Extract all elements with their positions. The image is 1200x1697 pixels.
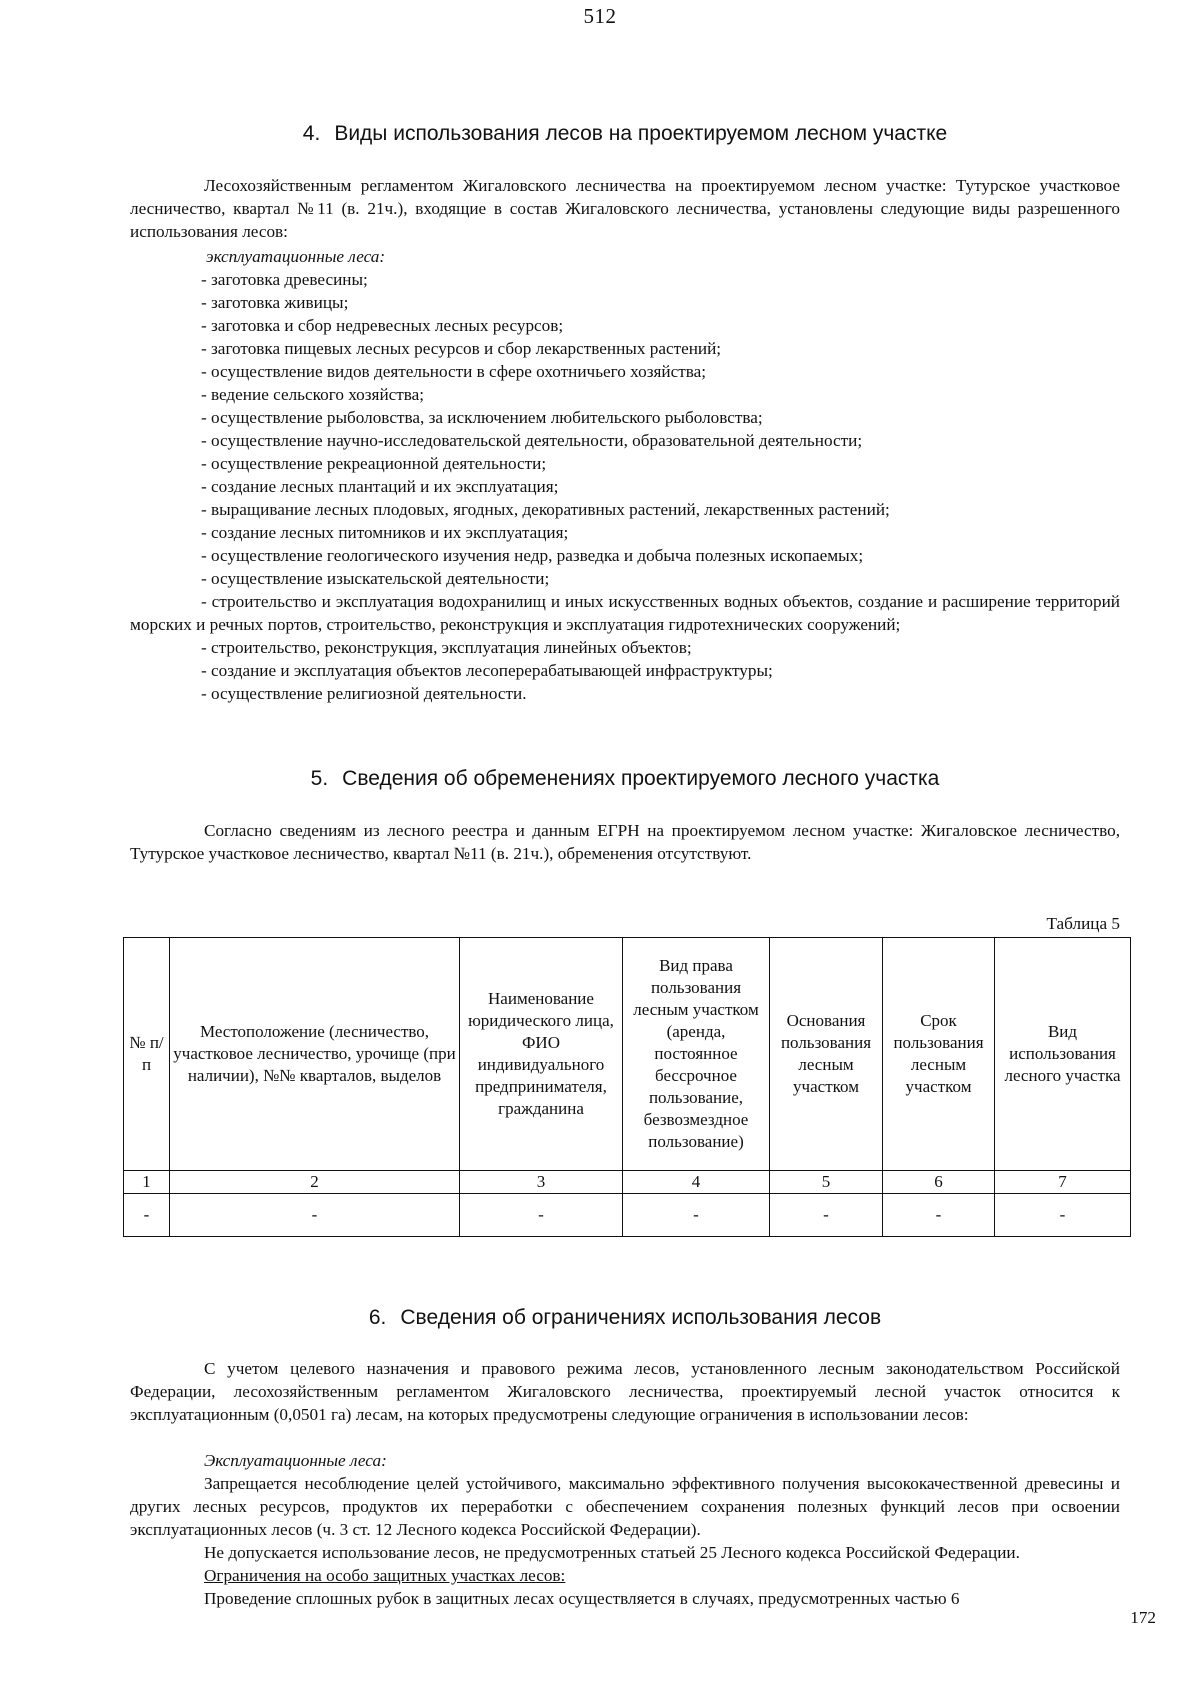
list-item: - создание лесных плантаций и их эксплуатация;	[201, 477, 559, 496]
table-cell: -	[883, 1194, 995, 1237]
protected-heading-line	[130, 1564, 1120, 1587]
page-number: 512	[583, 4, 617, 28]
table-header-row	[124, 938, 1131, 1171]
section-4-intro: Лесохозяйственным регламентом Жигаловского лесничества на проектируемом лесном участке: Тутурское участковое лесничество, квартал №11 (в. 21ч.), входящие в состав Жигаловского лесничества, установлены следующие виды разрешенного использования лесов:	[130, 176, 1120, 241]
table-number-row	[124, 1171, 1131, 1194]
list-item: - ведение сельского хозяйства;	[201, 385, 425, 404]
column-header: Вид использования лесного участка	[995, 938, 1131, 1171]
column-header: Местоположение (лесничество, участковое лесничество, урочище (при наличии), №№ кварталов, выделов	[170, 938, 460, 1171]
list-item: - создание и эксплуатация объектов лесоперерабатывающей инфраструктуры;	[201, 661, 773, 680]
table-row	[124, 1194, 1131, 1237]
column-header: Вид права пользования лесным участком (аренда, постоянное бессрочное пользование, безвозмездное пользование)	[623, 938, 770, 1171]
list-item: - создание лесных питомников и их эксплуатация;	[201, 523, 569, 542]
section-5-heading	[130, 767, 1120, 791]
list-item: - осуществление видов деятельности в сфере охотничьего хозяйства;	[201, 362, 707, 381]
section-4-number: 4.	[302, 122, 321, 145]
table-cell: -	[770, 1194, 883, 1237]
encumbrances-table	[123, 937, 1131, 1237]
column-number: 3	[460, 1171, 623, 1194]
folio-number: 172	[1130, 1608, 1156, 1627]
section-5-text: Согласно сведениям из лесного реестра и данным ЕГРН на проектируемом лесном участке: Жигаловское лесничество, Тутурское участковое лесничество, квартал №11 (в. 21ч.), обременения отсутствуют.	[130, 821, 1120, 863]
list-item: - выращивание лесных плодовых, ягодных, декоративных растений, лекарственных растений;	[201, 500, 890, 519]
column-header: Наименование юридического лица, ФИО индивидуального предпринимателя, гражданина	[460, 938, 623, 1171]
list-item: - заготовка древесины;	[201, 270, 368, 289]
list-item: - строительство, реконструкция, эксплуатация линейных объектов;	[201, 638, 692, 657]
table-cell: -	[124, 1194, 170, 1237]
column-number: 1	[124, 1171, 170, 1194]
table-cell: -	[623, 1194, 770, 1237]
column-header: № п/п	[124, 938, 170, 1171]
table-cell: -	[460, 1194, 623, 1237]
column-number: 6	[883, 1171, 995, 1194]
section-6-title: Сведения об ограничениях использования лесов	[400, 1306, 882, 1329]
section-4-title: Виды использования лесов на проектируемом лесном участке	[334, 122, 948, 145]
restriction-paragraph: Запрещается несоблюдение целей устойчивого, максимально эффективного получения высококачественной древесины и других лесных ресурсов, продуктов их переработки с обеспечением сохранения полезных функций лесов при освоении эксплуатационных лесов (ч. 3 ст. 12 Лесного кодекса Российской Федерации).	[130, 1474, 1120, 1539]
section-5-title: Сведения об обременениях проектируемого лесного участка	[342, 767, 940, 790]
section-6-body	[130, 1449, 1120, 1610]
list-item: - осуществление научно-исследовательской деятельности, образовательной деятельности;	[201, 431, 863, 450]
list-item: - строительство и эксплуатация водохранилищ и иных искусственных водных объектов, создание и расширение территорий морских и речных портов, строительство, реконструкция и эксплуатация гидротехнических сооружений;	[130, 592, 1120, 634]
column-header: Основания пользования лесным участком	[770, 938, 883, 1171]
column-header: Срок пользования лесным участком	[883, 938, 995, 1171]
restriction-paragraph: Проведение сплошных рубок в защитных лесах осуществляется в случаях, предусмотренных частью 6	[204, 1589, 960, 1608]
table-cell: -	[170, 1194, 460, 1237]
table-cell: -	[995, 1194, 1131, 1237]
list-item: - осуществление изыскательской деятельности;	[201, 569, 550, 588]
forest-type-label: эксплуатационные леса:	[206, 247, 386, 266]
section-5-number: 5.	[310, 767, 329, 790]
list-item: - осуществление религиозной деятельности.	[201, 684, 527, 703]
section-4-heading	[130, 122, 1120, 146]
section-4-list	[130, 245, 1120, 705]
section-6-number: 6.	[368, 1306, 387, 1329]
list-item: - осуществление геологического изучения недр, разведка и добыча полезных ископаемых;	[201, 546, 864, 565]
column-number: 4	[623, 1171, 770, 1194]
list-item: - осуществление рыболовства, за исключением любительского рыболовства;	[201, 408, 763, 427]
list-item: - заготовка живицы;	[201, 293, 349, 312]
protected-areas-heading: Ограничения на особо защитных участках лесов:	[204, 1566, 566, 1585]
forest-type-label: Эксплуатационные леса:	[204, 1451, 387, 1470]
column-number: 7	[995, 1171, 1131, 1194]
column-number: 5	[770, 1171, 883, 1194]
column-number: 2	[170, 1171, 460, 1194]
section-6-intro: С учетом целевого назначения и правового режима лесов, установленного лесным законодательством Российской Федерации, лесохозяйственным регламентом Жигаловского лесничества, проектируемый лесной участок относится к эксплуатационным (0,0501 га) лесам, на которых предусмотрены следующие ограничения в использовании лесов:	[130, 1359, 1120, 1424]
list-item: - заготовка и сбор недревесных лесных ресурсов;	[201, 316, 564, 335]
list-item: - осуществление рекреационной деятельности;	[201, 454, 547, 473]
list-item: - заготовка пищевых лесных ресурсов и сбор лекарственных растений;	[201, 339, 722, 358]
section-6-heading	[130, 1306, 1120, 1330]
restriction-paragraph: Не допускается использование лесов, не предусмотренных статьей 25 Лесного кодекса Российской Федерации.	[204, 1543, 1020, 1562]
table-caption: Таблица 5	[1046, 914, 1120, 933]
